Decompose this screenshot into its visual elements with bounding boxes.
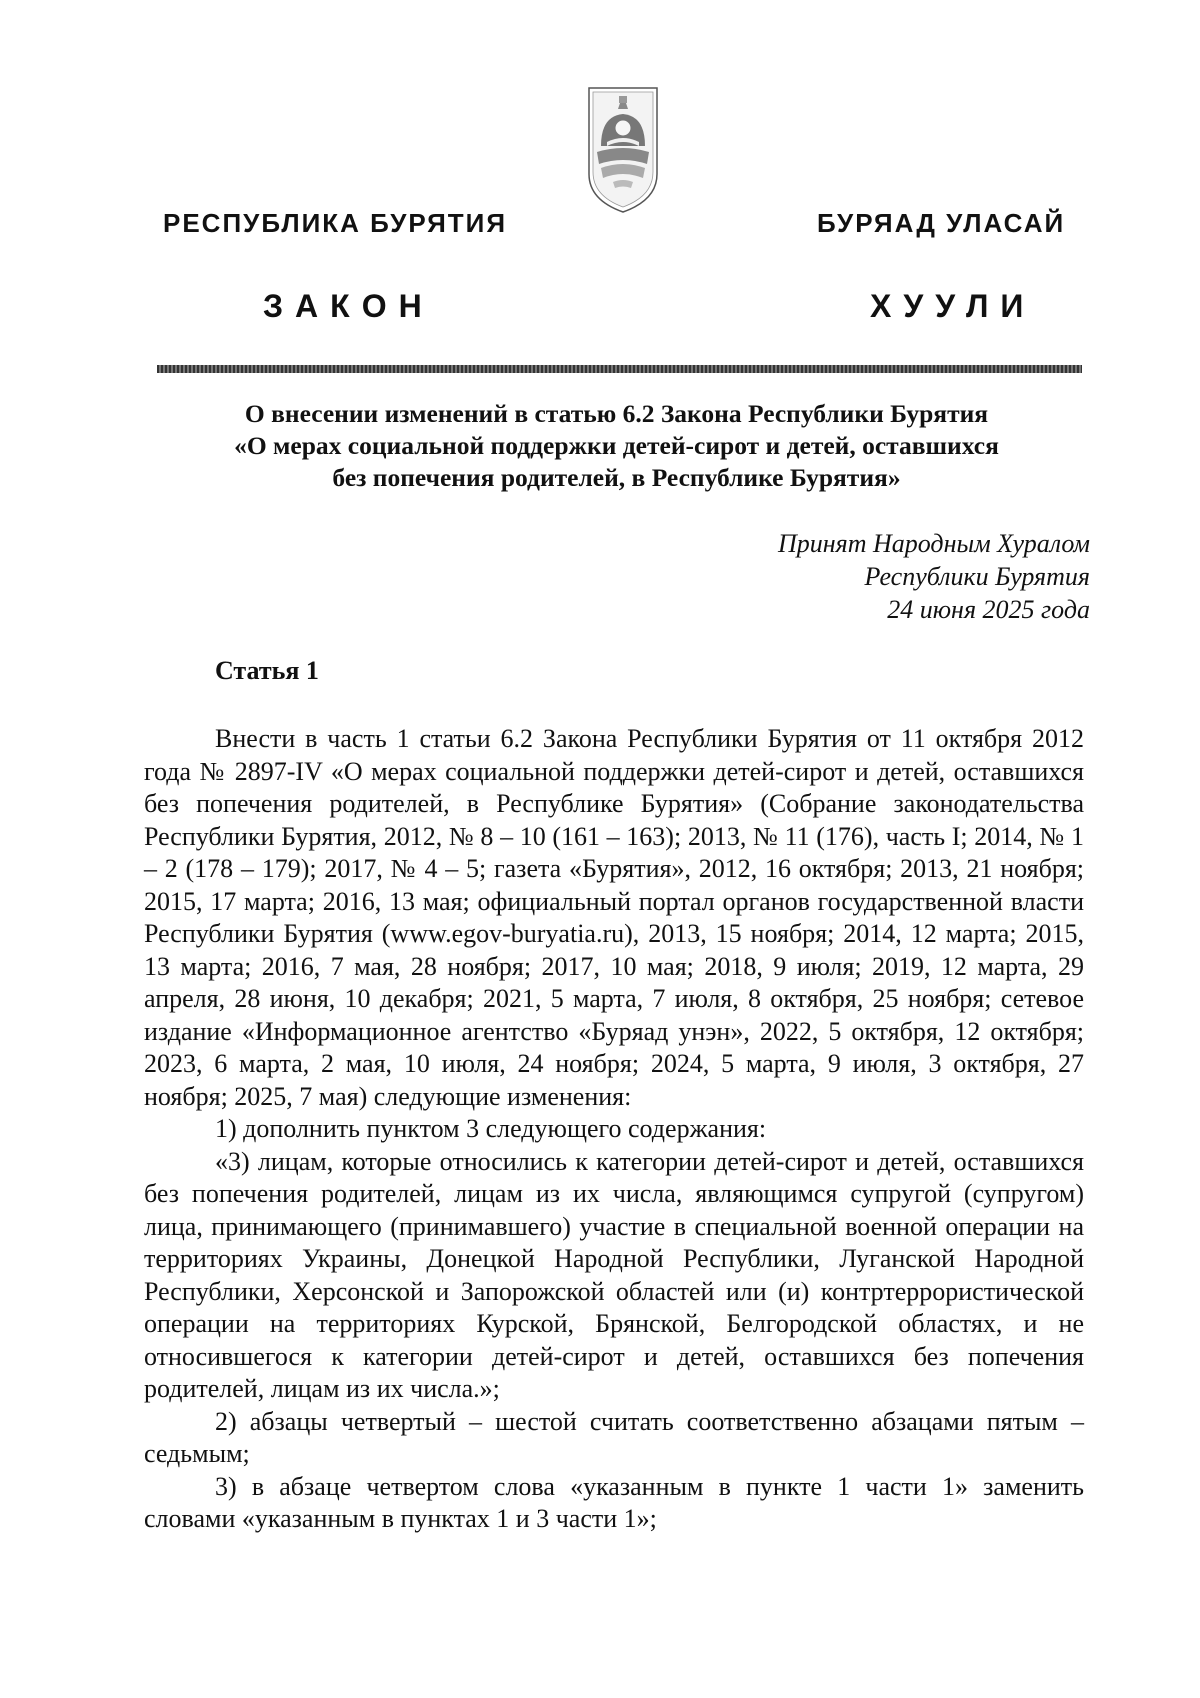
article-paragraph: 3) в абзаце четвертом слова «указанным в пункте 1 части 1» заменить словами «указанным в пунктах 1 и 3 части 1»; — [144, 1471, 1084, 1533]
adoption-line: Принят Народным Хуралом — [777, 529, 1090, 558]
article-paragraph: 2) абзацы четвертый – шестой считать соответственно абзацами пятым – седьмым; — [144, 1406, 1084, 1468]
law-title-line: без попечения родителей, в Республике Бурятия» — [332, 463, 901, 492]
adoption-date: 24 июня 2025 года — [887, 595, 1090, 624]
header-divider — [157, 365, 1082, 373]
article-paragraph: «3) лицам, которые относились к категории детей-сирот и детей, оставшихся без попечения родителей, лицам из их числа, являющимся супругой (супругом) лица, принимающего (принимавшего) участие в специальной военной операции на территориях Украины, Донецкой Народной Республики, Луганской Народной Республики, Херсонской и Запорожской областей или (и) контртеррористической операции на территориях Курской, Брянской, Белгородской областях, и не относившегося к категории детей-сирот и детей, оставшихся без попечения родителей, лицам из их числа.»; — [144, 1146, 1084, 1403]
article-paragraph: 1) дополнить пунктом 3 следующего содержания: — [215, 1114, 767, 1143]
law-title-line: «О мерах социальной поддержки детей-сирот и детей, оставшихся — [234, 431, 999, 460]
article-heading: Статья 1 — [215, 656, 319, 685]
law-title-line: О внесении изменений в статью 6.2 Закона Республики Бурятия — [244, 399, 989, 428]
republic-name-russian: РЕСПУБЛИКА БУРЯТИЯ — [163, 208, 508, 238]
law-label-buryat: ХУУЛИ — [870, 288, 1036, 324]
law-title — [150, 398, 1083, 494]
republic-name-buryat: БУРЯАД УЛАСАЙ — [817, 208, 1066, 238]
article-body — [144, 723, 1084, 1536]
adoption-note — [778, 527, 1090, 626]
coat-of-arms-icon — [583, 82, 663, 216]
article-paragraph: Внести в часть 1 статьи 6.2 Закона Республики Бурятия от 11 октября 2012 года № 2897-IV «О мерах социальной поддержки детей-сирот и детей, оставшихся без попечения родителей, в Республике Бурятия» (Собрание законодательства Республики Бурятия, 2012, № 8 – 10 (161 – 163); 2013, № 11 (176), часть I; 2014, № 1 – 2 (178 – 179); 2017, № 4 – 5; газета «Бурятия», 2012, 16 октября; 2013, 21 ноября; 2015, 17 марта; 2016, 13 мая; официальный портал органов государственной власти Республики Бурятия (www.egov-buryatia.ru), 2013, 15 ноября; 2014, 12 марта; 2015, 13 марта; 2016, 7 мая, 28 ноября; 2017, 10 мая; 2018, 9 июля; 2019, 12 марта, 29 апреля, 28 июня, 10 декабря; 2021, 5 марта, 7 июля, 8 октября, 25 ноября; сетевое издание «Информационное агентство «Буряад унэн», 2022, 5 октября, 12 октября; 2023, 6 марта, 2 мая, 10 июля, 24 ноября; 2024, 5 марта, 9 июля, 3 октября, 27 ноября; 2025, 7 мая) следующие изменения: — [144, 724, 1084, 1111]
adoption-line: Республики Бурятия — [864, 562, 1090, 591]
law-label-russian: ЗАКОН — [263, 288, 434, 324]
